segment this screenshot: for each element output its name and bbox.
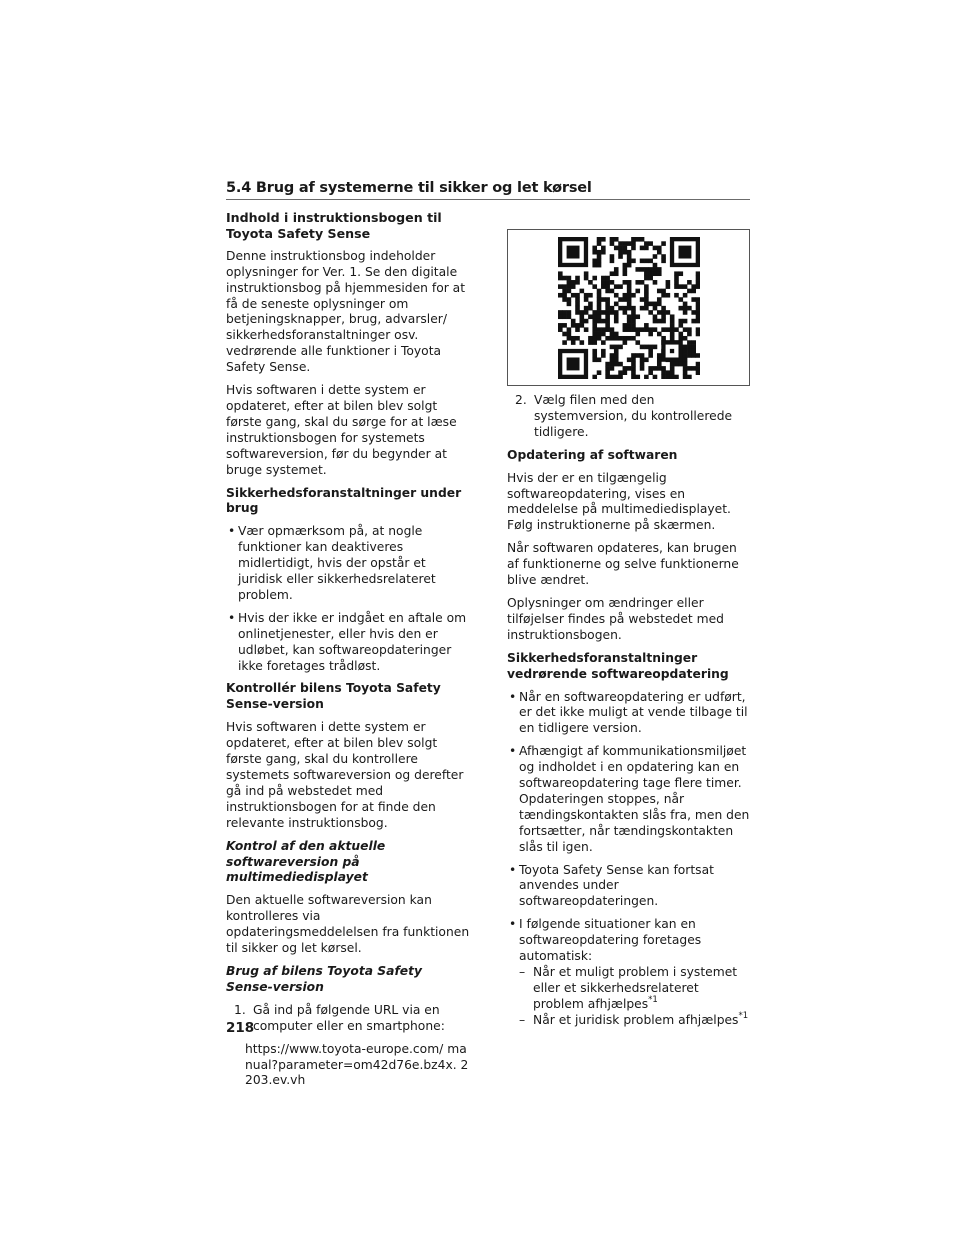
paragraph-software-updated: Hvis softwaren i dette system er opdateret, efter at bilen blev solgt første gang, skal du sørge for at læse instruktionsbogen for systemets softwareversion, før du begynder at bruge systemet. <box>226 383 457 477</box>
sub-item <box>519 965 751 1013</box>
heading-update-precautions: Sikkerhedsforanstaltninger vedrørende softwareopdatering <box>507 650 729 681</box>
footnote-mark: *1 <box>738 1010 749 1021</box>
heading-precautions-use: Sikkerhedsforanstaltninger under brug <box>226 485 462 516</box>
sub-item <box>519 1010 751 1029</box>
footnote-mark: *1 <box>648 994 658 1005</box>
dash-mark: – <box>519 965 526 979</box>
bullet-item: • I følgende situationer kan en softwareopdatering foretages automatisk: <box>507 917 751 965</box>
qr-code-icon <box>558 237 700 379</box>
paragraph-check-version: Hvis softwaren i dette system er opdateret, efter at bilen blev solgt første gang, skal du kontrollere systemets softwareversion og derefter gå ind på webstedet med instruktionsbogen for at finde den relevante instruktionsbog. <box>226 720 464 830</box>
step-1 <box>234 1003 472 1035</box>
paragraph-update-info: Oplysninger om ændringer eller tilføjelser findes på webstedet med instruktionsbogen. <box>507 595 724 642</box>
left-column <box>226 210 472 1096</box>
qr-code-frame <box>507 229 750 386</box>
bullet-item: • Afhængigt af kommunikationsmiljøet og indholdet i en opdatering kan en softwareopdatering tage flere timer. Opdateringen stoppes, når tændingskontakten slås fra, men den fortsætter, når tændingskontakten slås til igen. <box>507 744 751 855</box>
heading-use-version: Brug af bilens Toyota Safety Sense-version <box>226 963 423 994</box>
bullet-item: • Vær opmærksom på, at nogle funktioner kan deaktiveres midlertidigt, hvis der opstår et juridisk eller sikkerhedsrelateret problem. <box>226 524 472 604</box>
right-column <box>507 393 751 1029</box>
step-number: 1. <box>234 1002 246 1017</box>
manual-url[interactable]: https://www.toyota-europe.com/ manual?parameter=om42d76e.bz4x. 2203.ev.vh <box>245 1041 469 1088</box>
heading-software-update: Opdatering af softwaren <box>507 447 678 462</box>
paragraph-update-changes: Når softwaren opdateres, kan brugen af funktionerne og selve funktionerne blive ændret. <box>507 541 739 588</box>
bullet-item: • Når en softwareopdatering er udført, er det ikke muligt at vende tilbage til en tidligere version. <box>507 690 751 738</box>
bullet-item: • Toyota Safety Sense kan fortsat anvendes under softwareopdateringen. <box>507 863 751 911</box>
sub-item-text: Når et muligt problem i systemet eller et sikkerhedsrelateret problem afhjælpes <box>533 965 738 1011</box>
section-header: 5.4 Brug af systemerne til sikker og let kørsel <box>226 180 592 196</box>
step-2 <box>515 393 751 441</box>
header-divider <box>226 199 750 200</box>
heading-manual-content: Indhold i instruktionsbogen til Toyota Safety Sense <box>226 210 442 241</box>
heading-check-version: Kontrollér bilens Toyota Safety Sense-version <box>226 681 441 712</box>
heading-current-version: Kontrol af den aktuelle softwareversion på multimediedisplayet <box>226 838 386 885</box>
step-number: 2. <box>515 393 527 407</box>
sub-list <box>519 965 751 1029</box>
paragraph-update-available: Hvis der er en tilgængelig softwareopdatering, vises en meddelelse på multimediedisplayet. Følg instruktionerne på skærmen. <box>507 470 731 533</box>
paragraph-manual-info: Denne instruktionsbog indeholder oplysninger for Ver. 1. Se den digitale instruktionsbog på hjemmesiden for at få de seneste oplysninger om betjeningsknapper, brug, advarsler/ sikkerhedsforanstaltninger osv. vedrørende alle funktioner i Toyota Safety Sense. <box>226 248 466 375</box>
step-text: Vælg filen med den systemversion, du kontrollerede tidligere. <box>534 393 733 439</box>
page-number: 218 <box>226 1020 255 1036</box>
dash-mark: – <box>519 1012 526 1027</box>
step-text: Gå ind på følgende URL via en computer eller en smartphone: <box>253 1002 445 1033</box>
paragraph-current-version: Den aktuelle softwareversion kan kontrolleres via opdateringsmeddelelsen fra funktionen til sikker og let kørsel. <box>226 893 470 956</box>
bullet-item: • Hvis der ikke er indgået en aftale om onlinetjenester, eller hvis den er udløbet, kan softwareopdateringer ikke foretages trådløst. <box>226 611 472 675</box>
sub-item-text: Når et juridisk problem afhjælpes <box>533 1012 739 1027</box>
